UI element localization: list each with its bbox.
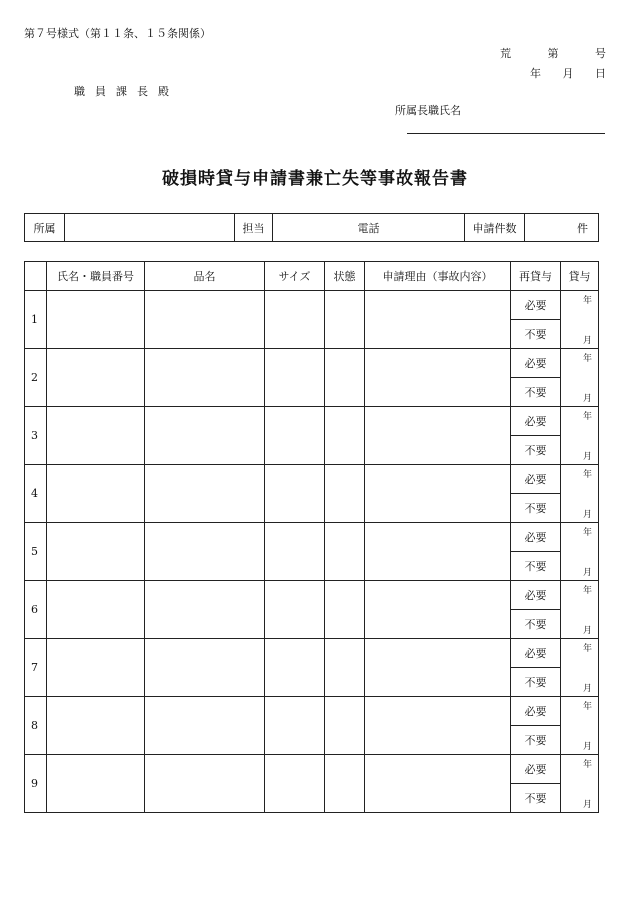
size-cell[interactable] bbox=[265, 697, 325, 755]
lend-year-label: 年 bbox=[582, 760, 592, 770]
row-number: 3 bbox=[25, 407, 47, 465]
name-cell[interactable] bbox=[47, 407, 145, 465]
size-cell[interactable] bbox=[265, 755, 325, 813]
lend-date-cell[interactable] bbox=[561, 465, 599, 523]
header-reason: 申請理由（事故内容） bbox=[365, 262, 511, 291]
lend-year-label: 年 bbox=[582, 412, 592, 422]
addressee: 職員課長殿 bbox=[74, 85, 179, 98]
name-cell[interactable] bbox=[47, 523, 145, 581]
table-row bbox=[25, 407, 599, 436]
condition-cell[interactable] bbox=[325, 639, 365, 697]
header-item: 品名 bbox=[145, 262, 265, 291]
lend-date-cell[interactable] bbox=[561, 523, 599, 581]
lend-month-label: 月 bbox=[582, 394, 592, 404]
lend-date-cell[interactable] bbox=[561, 697, 599, 755]
item-cell[interactable] bbox=[145, 291, 265, 349]
table-row bbox=[25, 639, 599, 668]
condition-cell[interactable] bbox=[325, 349, 365, 407]
name-cell[interactable] bbox=[47, 581, 145, 639]
reissue-needed-option[interactable]: 必要 bbox=[511, 349, 561, 378]
condition-cell[interactable] bbox=[325, 581, 365, 639]
reissue-not-needed-option[interactable]: 不要 bbox=[511, 378, 561, 407]
table-row bbox=[25, 523, 599, 552]
name-cell[interactable] bbox=[47, 349, 145, 407]
ref-no-middle: 第 bbox=[547, 47, 559, 60]
lend-year-label: 年 bbox=[582, 702, 592, 712]
condition-cell[interactable] bbox=[325, 291, 365, 349]
lend-month-label: 月 bbox=[582, 684, 592, 694]
item-cell[interactable] bbox=[145, 697, 265, 755]
reason-cell[interactable] bbox=[365, 465, 511, 523]
condition-cell[interactable] bbox=[325, 755, 365, 813]
lend-date-cell[interactable] bbox=[561, 581, 599, 639]
row-number: 4 bbox=[25, 465, 47, 523]
reissue-not-needed-option[interactable]: 不要 bbox=[511, 320, 561, 349]
staff-label: 担当 bbox=[235, 214, 273, 242]
reissue-needed-option[interactable]: 必要 bbox=[511, 755, 561, 784]
header-number bbox=[25, 262, 47, 291]
size-cell[interactable] bbox=[265, 639, 325, 697]
row-number: 2 bbox=[25, 349, 47, 407]
phone-label[interactable]: 電話 bbox=[273, 214, 465, 242]
size-cell[interactable] bbox=[265, 465, 325, 523]
table-row bbox=[25, 349, 599, 378]
dept-field[interactable] bbox=[65, 214, 235, 242]
reissue-not-needed-option[interactable]: 不要 bbox=[511, 552, 561, 581]
lend-year-label: 年 bbox=[582, 354, 592, 364]
header-size: サイズ bbox=[265, 262, 325, 291]
size-cell[interactable] bbox=[265, 349, 325, 407]
count-label: 申請件数 bbox=[465, 214, 525, 242]
row-number: 7 bbox=[25, 639, 47, 697]
reason-cell[interactable] bbox=[365, 523, 511, 581]
reissue-not-needed-option[interactable]: 不要 bbox=[511, 668, 561, 697]
item-cell[interactable] bbox=[145, 407, 265, 465]
table-row bbox=[25, 465, 599, 494]
condition-cell[interactable] bbox=[325, 697, 365, 755]
date-year: 年 bbox=[530, 67, 541, 80]
document-title: 破損時貸与申請書兼亡失等事故報告書 bbox=[162, 169, 468, 189]
report-table bbox=[24, 261, 599, 813]
reissue-needed-option[interactable]: 必要 bbox=[511, 523, 561, 552]
reason-cell[interactable] bbox=[365, 755, 511, 813]
ref-no-prefix: 荒 bbox=[500, 47, 511, 60]
table-row bbox=[25, 581, 599, 610]
date-month: 月 bbox=[562, 67, 574, 80]
table-header-row bbox=[25, 262, 599, 291]
applicant-label: 所属長職氏名 bbox=[395, 104, 461, 117]
ref-no-suffix: 号 bbox=[595, 47, 606, 60]
header-lend: 貸与 bbox=[561, 262, 599, 291]
condition-cell[interactable] bbox=[325, 523, 365, 581]
lend-month-label: 月 bbox=[582, 568, 592, 578]
dept-label: 所属 bbox=[25, 214, 65, 242]
lend-year-label: 年 bbox=[582, 470, 592, 480]
item-cell[interactable] bbox=[145, 349, 265, 407]
lend-date-cell[interactable] bbox=[561, 291, 599, 349]
size-cell[interactable] bbox=[265, 523, 325, 581]
reason-cell[interactable] bbox=[365, 291, 511, 349]
row-number: 9 bbox=[25, 755, 47, 813]
name-cell[interactable] bbox=[47, 697, 145, 755]
table-row bbox=[25, 697, 599, 726]
lend-month-label: 月 bbox=[582, 336, 592, 346]
name-cell[interactable] bbox=[47, 639, 145, 697]
header-condition: 状態 bbox=[325, 262, 365, 291]
reissue-needed-option[interactable]: 必要 bbox=[511, 581, 561, 610]
condition-cell[interactable] bbox=[325, 465, 365, 523]
lend-date-cell[interactable] bbox=[561, 407, 599, 465]
lend-date-cell[interactable] bbox=[561, 755, 599, 813]
form-reference: 第７号様式（第１１条、１５条関係） bbox=[24, 27, 211, 40]
condition-cell[interactable] bbox=[325, 407, 365, 465]
size-cell[interactable] bbox=[265, 581, 325, 639]
lend-year-label: 年 bbox=[582, 528, 592, 538]
lend-month-label: 月 bbox=[582, 452, 592, 462]
lend-date-cell[interactable] bbox=[561, 639, 599, 697]
table-row bbox=[25, 755, 599, 784]
lend-month-label: 月 bbox=[582, 510, 592, 520]
name-cell[interactable] bbox=[47, 291, 145, 349]
row-number: 1 bbox=[25, 291, 47, 349]
reissue-needed-option[interactable]: 必要 bbox=[511, 465, 561, 494]
item-cell[interactable] bbox=[145, 755, 265, 813]
reissue-needed-option[interactable]: 必要 bbox=[511, 639, 561, 668]
lend-year-label: 年 bbox=[582, 296, 592, 306]
date-day: 日 bbox=[595, 67, 606, 80]
table-row bbox=[25, 291, 599, 320]
reference-number bbox=[500, 45, 606, 61]
row-number: 8 bbox=[25, 697, 47, 755]
reissue-needed-option[interactable]: 必要 bbox=[511, 407, 561, 436]
reason-cell[interactable] bbox=[365, 581, 511, 639]
count-field[interactable]: 件 bbox=[525, 214, 599, 242]
reissue-not-needed-option[interactable]: 不要 bbox=[511, 784, 561, 813]
reissue-needed-option[interactable]: 必要 bbox=[511, 697, 561, 726]
reason-cell[interactable] bbox=[365, 639, 511, 697]
header-name: 氏名・職員番号 bbox=[47, 262, 145, 291]
name-cell[interactable] bbox=[47, 755, 145, 813]
reissue-not-needed-option[interactable]: 不要 bbox=[511, 726, 561, 755]
size-cell[interactable] bbox=[265, 407, 325, 465]
row-number: 6 bbox=[25, 581, 47, 639]
item-cell[interactable] bbox=[145, 523, 265, 581]
header-reissue: 再貸与 bbox=[511, 262, 561, 291]
signature-line[interactable] bbox=[407, 133, 605, 134]
lend-year-label: 年 bbox=[582, 644, 592, 654]
reason-cell[interactable] bbox=[365, 407, 511, 465]
reason-cell[interactable] bbox=[365, 349, 511, 407]
item-cell[interactable] bbox=[145, 581, 265, 639]
row-number: 5 bbox=[25, 523, 47, 581]
lend-month-label: 月 bbox=[582, 626, 592, 636]
reissue-not-needed-option[interactable]: 不要 bbox=[511, 436, 561, 465]
reissue-not-needed-option[interactable]: 不要 bbox=[511, 610, 561, 639]
item-cell[interactable] bbox=[145, 639, 265, 697]
size-cell[interactable] bbox=[265, 291, 325, 349]
lend-year-label: 年 bbox=[582, 586, 592, 596]
lend-date-cell[interactable] bbox=[561, 349, 599, 407]
item-cell[interactable] bbox=[145, 465, 265, 523]
reissue-not-needed-option[interactable]: 不要 bbox=[511, 494, 561, 523]
reason-cell[interactable] bbox=[365, 697, 511, 755]
issue-date bbox=[530, 65, 606, 81]
lend-month-label: 月 bbox=[582, 800, 592, 810]
reissue-needed-option[interactable]: 必要 bbox=[511, 291, 561, 320]
lend-month-label: 月 bbox=[582, 742, 592, 752]
name-cell[interactable] bbox=[47, 465, 145, 523]
info-table bbox=[24, 213, 599, 242]
